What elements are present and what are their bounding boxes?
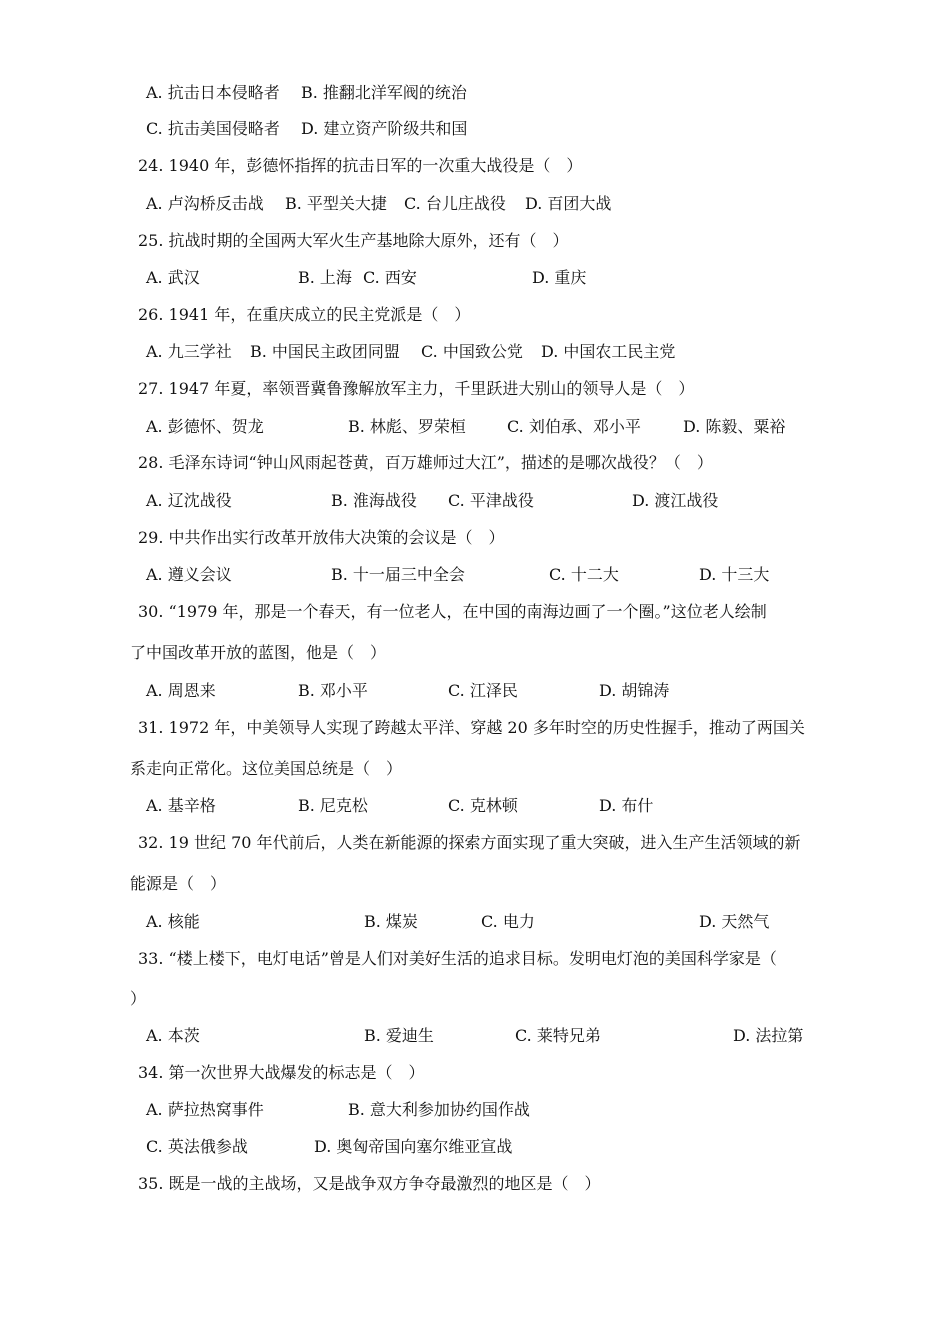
option-d: D. 胡锦涛	[599, 681, 670, 700]
option-c: C. 莱特兄弟	[515, 1026, 601, 1045]
option-line	[733, 1026, 803, 1046]
option-line	[525, 194, 611, 214]
option-b: B. 平型关大捷	[285, 194, 387, 213]
option-line	[421, 342, 523, 362]
option-c: C. 台儿庄战役	[404, 194, 506, 213]
option-a: A. 卢沟桥反击战	[146, 194, 264, 213]
option-line	[348, 417, 466, 437]
option-b: B. 煤炭	[364, 912, 418, 931]
question-text: 32. 19 世纪 70 年代前后，人类在新能源的探索方面实现了重大突破，进入生产生活领域的新	[138, 833, 801, 852]
question-32	[138, 833, 801, 853]
option-b: B. 尼克松	[298, 796, 368, 815]
option-c: C. 电力	[481, 912, 535, 931]
option-a: A. 本茨	[146, 1026, 200, 1045]
option-line	[541, 342, 675, 362]
option-c: C. 江泽民	[448, 681, 518, 700]
question-text: 24. 1940 年，彭德怀指挥的抗击日军的一次重大战役是（ ）	[138, 156, 583, 175]
option-line	[146, 565, 232, 585]
option-c: C. 西安	[363, 268, 417, 287]
option-line	[146, 491, 232, 511]
option-line	[699, 912, 769, 932]
question-text: 31. 1972 年，中美领导人实现了跨越太平洋、穿越 20 多年时空的历史性握手，推动了两国关	[138, 718, 805, 737]
option-line	[331, 565, 465, 585]
option-d: D. 奥匈帝国向塞尔维亚宣战	[314, 1137, 513, 1156]
question-30	[138, 602, 767, 622]
option-line	[448, 796, 518, 816]
question-32-continuation	[130, 874, 226, 894]
option-line	[507, 417, 641, 437]
option-line	[146, 912, 200, 932]
option-line	[146, 417, 264, 437]
option-d: D. 十三大	[699, 565, 770, 584]
option-c: C. 平津战役	[448, 491, 534, 510]
option-line	[404, 194, 506, 214]
option-a: A. 遵义会议	[146, 565, 232, 584]
option-a: A. 武汉	[146, 268, 200, 287]
option-b: B. 林彪、罗荣桓	[348, 417, 466, 436]
question-text: 29. 中共作出实行改革开放伟大决策的会议是（ ）	[138, 528, 505, 547]
question-35	[138, 1174, 601, 1194]
option-line	[250, 342, 400, 362]
option-line	[632, 491, 718, 511]
option-a: A. 彭德怀、贺龙	[146, 417, 264, 436]
option-c: C. 克林顿	[448, 796, 518, 815]
option-line	[599, 796, 653, 816]
option-d: D. 百团大战	[525, 194, 612, 213]
option-line	[146, 268, 200, 288]
option-c: C. 英法俄参战	[146, 1137, 248, 1156]
question-text: 33. “楼上楼下，电灯电话”曾是人们对美好生活的追求目标。发明电灯泡的美国科学家是（	[138, 949, 777, 968]
option-c: C. 刘伯承、邓小平	[507, 417, 641, 436]
option-line	[363, 268, 417, 288]
option-line	[314, 1137, 512, 1157]
question-text: 27. 1947 年夏，率领晋冀鲁豫解放军主力，千里跃进大别山的领导人是（ ）	[138, 379, 695, 398]
option-b: B. 上海	[298, 268, 352, 287]
question-31-continuation	[130, 759, 402, 779]
option-c: C. 抗击美国侵略者	[146, 119, 280, 138]
option-c: C. 中国致公党	[421, 342, 523, 361]
option-a: A. 萨拉热窝事件	[146, 1100, 264, 1119]
question-33	[138, 949, 777, 969]
question-text: 30. “1979 年，那是一个春天，有一位老人，在中国的南海边画了一个圈。”这位老人绘制	[138, 602, 767, 621]
question-24	[138, 156, 582, 176]
option-b: B. 推翻北洋军阀的统治	[301, 83, 467, 102]
question-text: 系走向正常化。这位美国总统是（ ）	[130, 759, 403, 778]
question-29	[138, 528, 505, 548]
option-line	[532, 268, 586, 288]
option-d: D. 建立资产阶级共和国	[301, 119, 468, 138]
option-d: D. 布什	[599, 796, 654, 815]
option-line	[146, 681, 216, 701]
option-b: B. 十一届三中全会	[331, 565, 465, 584]
option-line	[146, 194, 264, 214]
option-b: B. 中国民主政团同盟	[250, 342, 400, 361]
option-line	[331, 491, 417, 511]
option-line	[298, 268, 352, 288]
option-line	[146, 342, 232, 362]
question-30-continuation	[130, 643, 386, 663]
option-line	[146, 1137, 248, 1157]
option-line	[699, 565, 769, 585]
option-d: D. 陈毅、粟裕	[683, 417, 786, 436]
option-line	[301, 119, 467, 139]
option-a: A. 核能	[146, 912, 200, 931]
option-line	[146, 1100, 264, 1120]
option-c: C. 十二大	[549, 565, 619, 584]
question-text: ）	[130, 989, 147, 1008]
question-33-continuation	[130, 989, 146, 1009]
question-text: 35. 既是一战的主战场，又是战争双方争夺最激烈的地区是（ ）	[138, 1174, 601, 1193]
option-line	[298, 796, 368, 816]
option-a: A. 九三学社	[146, 342, 232, 361]
option-line	[146, 796, 216, 816]
option-b: B. 淮海战役	[331, 491, 417, 510]
option-b: B. 邓小平	[298, 681, 368, 700]
option-line	[481, 912, 535, 932]
option-line	[146, 1026, 200, 1046]
question-27	[138, 379, 694, 399]
option-line	[146, 119, 280, 139]
option-d: D. 重庆	[532, 268, 587, 287]
option-a: A. 辽沈战役	[146, 491, 232, 510]
question-31	[138, 718, 805, 738]
option-d: D. 法拉第	[733, 1026, 804, 1045]
option-line	[549, 565, 619, 585]
option-line	[364, 912, 418, 932]
option-a: A. 抗击日本侵略者	[146, 83, 280, 102]
option-b: B. 爱迪生	[364, 1026, 434, 1045]
question-34	[138, 1063, 425, 1083]
option-line	[298, 681, 368, 701]
question-28	[138, 453, 713, 473]
question-text: 34. 第一次世界大战爆发的标志是（ ）	[138, 1063, 425, 1082]
question-26	[138, 305, 470, 325]
option-a: A. 基辛格	[146, 796, 216, 815]
option-a: A. 周恩来	[146, 681, 216, 700]
option-line	[448, 681, 518, 701]
option-line	[348, 1100, 530, 1120]
option-line	[515, 1026, 601, 1046]
question-text: 26. 1941 年，在重庆成立的民主党派是（ ）	[138, 305, 471, 324]
question-25	[138, 231, 569, 251]
question-text: 28. 毛泽东诗词“钟山风雨起苍黄，百万雄师过大江”，描述的是哪次战役？（ ）	[138, 453, 713, 472]
option-b: B. 意大利参加协约国作战	[348, 1100, 530, 1119]
option-line	[683, 417, 785, 437]
question-text: 能源是（ ）	[130, 874, 227, 893]
option-line	[364, 1026, 434, 1046]
option-d: D. 中国农工民主党	[541, 342, 676, 361]
question-text: 了中国改革开放的蓝图，他是（ ）	[130, 643, 387, 662]
option-d: D. 渡江战役	[632, 491, 719, 510]
question-text: 25. 抗战时期的全国两大军火生产基地除大原外，还有（ ）	[138, 231, 569, 250]
option-line	[146, 83, 280, 103]
option-line	[285, 194, 387, 214]
option-line	[301, 83, 467, 103]
option-line	[448, 491, 534, 511]
option-line	[599, 681, 669, 701]
option-d: D. 天然气	[699, 912, 770, 931]
